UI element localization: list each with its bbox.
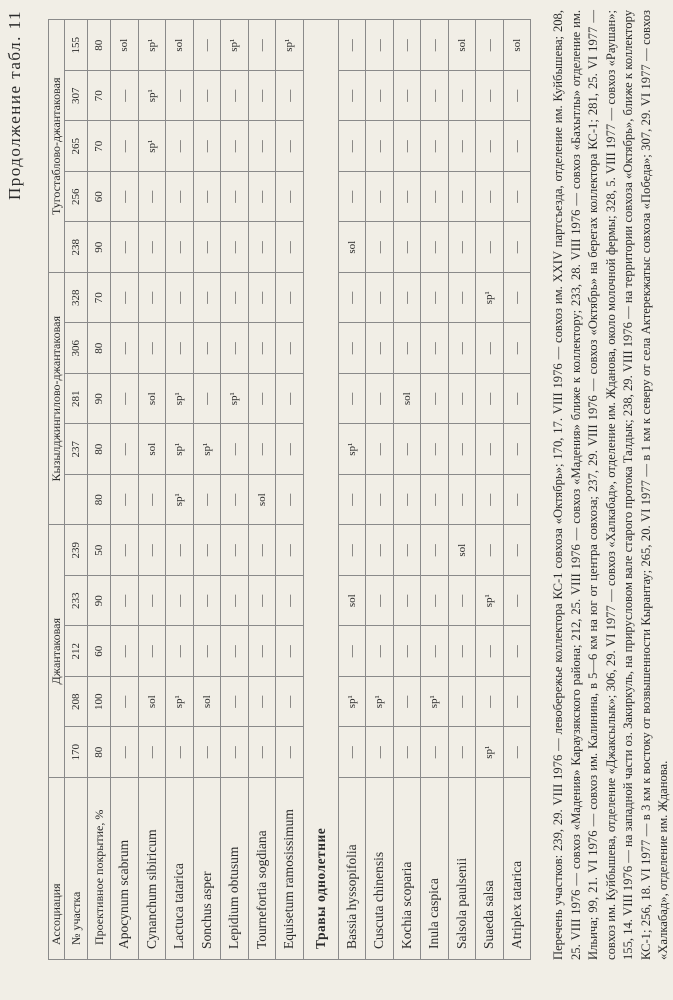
absent-dash: — <box>166 121 194 172</box>
cover-value: 70 <box>88 121 111 172</box>
absent-dash: — <box>221 172 249 223</box>
species-name: Lactuca tatarica <box>166 778 194 960</box>
absent-dash: — <box>338 172 366 223</box>
absent-dash: — <box>393 323 421 374</box>
absent-dash: — <box>248 424 276 475</box>
absent-dash: — <box>448 727 476 778</box>
abundance-value: sp¹ <box>276 20 304 71</box>
absent-dash: — <box>476 626 504 677</box>
absent-dash: — <box>476 323 504 374</box>
species-name: Sonchus asper <box>193 778 221 960</box>
absent-dash: — <box>248 677 276 728</box>
table-row <box>138 20 166 960</box>
absent-dash: — <box>366 323 394 374</box>
absent-dash: — <box>476 172 504 223</box>
absent-dash: — <box>248 374 276 425</box>
absent-dash: — <box>421 273 449 324</box>
absent-dash: — <box>276 121 304 172</box>
absent-dash: — <box>448 626 476 677</box>
absent-dash: — <box>221 222 249 273</box>
absent-dash: — <box>111 475 139 526</box>
projective-cover-header: Проективное покрытие, % <box>88 778 111 960</box>
absent-dash: — <box>221 677 249 728</box>
abundance-value: sol <box>138 374 166 425</box>
absent-dash: — <box>393 626 421 677</box>
absent-dash: — <box>193 71 221 122</box>
absent-dash: — <box>338 121 366 172</box>
absent-dash: — <box>503 424 531 475</box>
absent-dash: — <box>448 424 476 475</box>
absent-dash: — <box>366 20 394 71</box>
absent-dash: — <box>421 626 449 677</box>
plot-number: 238 <box>65 222 88 273</box>
group-header-1: Джантаковая <box>49 525 65 778</box>
absent-dash: — <box>448 222 476 273</box>
plot-number: 237 <box>65 424 88 475</box>
absent-dash: — <box>366 374 394 425</box>
absent-dash: — <box>193 323 221 374</box>
absent-dash: — <box>421 323 449 374</box>
absent-dash: — <box>393 172 421 223</box>
species-name: Suaeda salsa <box>476 778 504 960</box>
absent-dash: — <box>503 525 531 576</box>
plot-number: 170 <box>65 727 88 778</box>
table-row <box>193 20 221 960</box>
cover-value: 80 <box>88 727 111 778</box>
absent-dash: — <box>476 525 504 576</box>
table-row <box>248 20 276 960</box>
absent-dash: — <box>503 475 531 526</box>
absent-dash: — <box>193 727 221 778</box>
absent-dash: — <box>366 626 394 677</box>
absent-dash: — <box>421 525 449 576</box>
abundance-value: sp¹ <box>476 727 504 778</box>
absent-dash: — <box>221 727 249 778</box>
absent-dash: — <box>221 525 249 576</box>
absent-dash: — <box>503 374 531 425</box>
abundance-value: sp¹ <box>138 71 166 122</box>
absent-dash: — <box>221 424 249 475</box>
continuation-title: Продолжение табл. 11 <box>5 10 24 201</box>
abundance-value: sp¹ <box>338 677 366 728</box>
absent-dash: — <box>338 71 366 122</box>
abundance-value: sol <box>448 20 476 71</box>
abundance-value: sp¹ <box>221 374 249 425</box>
absent-dash: — <box>111 121 139 172</box>
absent-dash: — <box>393 71 421 122</box>
absent-dash: — <box>503 626 531 677</box>
plot-number-header: № участка <box>65 778 88 960</box>
absent-dash: — <box>221 71 249 122</box>
absent-dash: — <box>138 727 166 778</box>
table-row <box>393 20 421 960</box>
absent-dash: — <box>111 626 139 677</box>
absent-dash: — <box>166 71 194 122</box>
abundance-value: sp¹ <box>221 20 249 71</box>
absent-dash: — <box>366 727 394 778</box>
abundance-value: sp¹ <box>366 677 394 728</box>
abundance-value: sp¹ <box>193 424 221 475</box>
absent-dash: — <box>421 222 449 273</box>
absent-dash: — <box>138 323 166 374</box>
cover-value: 90 <box>88 222 111 273</box>
absent-dash: — <box>193 525 221 576</box>
absent-dash: — <box>193 172 221 223</box>
absent-dash: — <box>366 71 394 122</box>
absent-dash: — <box>393 424 421 475</box>
absent-dash: — <box>503 323 531 374</box>
absent-dash: — <box>138 273 166 324</box>
absent-dash: — <box>248 525 276 576</box>
absent-dash: — <box>448 374 476 425</box>
table-row <box>276 20 304 960</box>
absent-dash: — <box>503 576 531 627</box>
cover-value: 90 <box>88 576 111 627</box>
cover-value: 70 <box>88 273 111 324</box>
absent-dash: — <box>166 576 194 627</box>
absent-dash: — <box>393 525 421 576</box>
absent-dash: — <box>276 323 304 374</box>
absent-dash: — <box>111 273 139 324</box>
abundance-value: sp¹ <box>338 424 366 475</box>
absent-dash: — <box>393 576 421 627</box>
plot-number <box>65 475 88 526</box>
absent-dash: — <box>276 374 304 425</box>
cover-value: 90 <box>88 374 111 425</box>
absent-dash: — <box>338 727 366 778</box>
cover-value: 80 <box>88 20 111 71</box>
absent-dash: — <box>138 576 166 627</box>
absent-dash: — <box>393 475 421 526</box>
absent-dash: — <box>421 20 449 71</box>
cover-value: 60 <box>88 172 111 223</box>
absent-dash: — <box>421 121 449 172</box>
absent-dash: — <box>166 727 194 778</box>
absent-dash: — <box>276 71 304 122</box>
absent-dash: — <box>111 525 139 576</box>
table-row <box>366 20 394 960</box>
absent-dash: — <box>338 323 366 374</box>
absent-dash: — <box>248 626 276 677</box>
absent-dash: — <box>476 222 504 273</box>
absent-dash: — <box>366 121 394 172</box>
absent-dash: — <box>366 172 394 223</box>
absent-dash: — <box>366 475 394 526</box>
absent-dash: — <box>393 20 421 71</box>
abundance-value: sp¹ <box>476 273 504 324</box>
absent-dash: — <box>276 626 304 677</box>
absent-dash: — <box>421 424 449 475</box>
absent-dash: — <box>366 273 394 324</box>
species-name: Cynanchum sibiricum <box>138 778 166 960</box>
abundance-value: sp¹ <box>476 576 504 627</box>
absent-dash: — <box>476 424 504 475</box>
table-row <box>338 20 366 960</box>
absent-dash: — <box>338 20 366 71</box>
absent-dash: — <box>476 374 504 425</box>
plot-number: 208 <box>65 677 88 728</box>
absent-dash: — <box>276 677 304 728</box>
abundance-value: sol <box>338 576 366 627</box>
absent-dash: — <box>503 71 531 122</box>
absent-dash: — <box>248 727 276 778</box>
absent-dash: — <box>248 273 276 324</box>
abundance-value: sp¹ <box>138 121 166 172</box>
absent-dash: — <box>111 576 139 627</box>
absent-dash: — <box>111 323 139 374</box>
absent-dash: — <box>448 273 476 324</box>
plot-number: 307 <box>65 71 88 122</box>
abundance-value: sol <box>448 525 476 576</box>
plot-number: 306 <box>65 323 88 374</box>
absent-dash: — <box>476 677 504 728</box>
plot-number: 212 <box>65 626 88 677</box>
cover-value: 50 <box>88 525 111 576</box>
absent-dash: — <box>138 222 166 273</box>
plot-number: 239 <box>65 525 88 576</box>
absent-dash: — <box>248 20 276 71</box>
absent-dash: — <box>276 727 304 778</box>
footnote: Перечень участков: 239, 29. VIII 1976 — левобережье коллектора КС-1 совхоза «Октябрь»; 170, 17. VIII 1976 — совхоз им. XXIV партсъезда, отделение им. Куйбышева; 208, 25. VIII 1976 — совхоз «Мадения» Караузякского района; 212, 25. VIII 1976 — совхоз «Мадения» ближе к коллектору; 233, 28. VIII 1976 — совхоз «Бахытлы» отделение им. Ильича; 99, 21. VI 1976 — совхоз им. Калинина, в 5—6 км на юг от центра совхоза; 237, 29. VIII 1976 — совхоз «Октябрь» на берегах коллектора КС-1; 281, 25. VI 1977 — совхоз им. Куйбышева, отделение «Джаксылык»; 306, 29. VI 1977 — совхоз «Халкабад», отделение им. Жданова, около молочной фермы; 328, 5. VIII 1977 — совхоз «Раушан»; 155, 14. VIII 1976 — на западной части оз. Закиркуль, на прирусловом вале старого протока Талдык; 238, 29. VIII 1976 — на территории совхоза «Октябрь», ближе к коллектору КС-1; 256, 18. VI 1977 — в 3 км к востоку от возвышенности Кырантау; 265, 20. VI 1977 — в 1 км к северу от села Актерекжатыс совхоза «Победа»; 307, 29. VI 1977 — совхоз «Халкабад», отделение им. Жданова. <box>551 10 670 960</box>
absent-dash: — <box>138 626 166 677</box>
abundance-value: sol <box>248 475 276 526</box>
table-row <box>421 20 449 960</box>
species-name: Equisetum ramosissimum <box>276 778 304 960</box>
abundance-value: sol <box>503 20 531 71</box>
species-name: Cuscuta chinensis <box>366 778 394 960</box>
absent-dash: — <box>193 273 221 324</box>
absent-dash: — <box>421 71 449 122</box>
absent-dash: — <box>421 727 449 778</box>
absent-dash: — <box>503 273 531 324</box>
absent-dash: — <box>503 172 531 223</box>
absent-dash: — <box>366 222 394 273</box>
absent-dash: — <box>448 323 476 374</box>
absent-dash: — <box>393 222 421 273</box>
absent-dash: — <box>221 323 249 374</box>
absent-dash: — <box>338 273 366 324</box>
absent-dash: — <box>448 121 476 172</box>
absent-dash: — <box>276 273 304 324</box>
cover-value: 80 <box>88 475 111 526</box>
absent-dash: — <box>221 576 249 627</box>
absent-dash: — <box>393 273 421 324</box>
plot-number: 281 <box>65 374 88 425</box>
absent-dash: — <box>138 525 166 576</box>
absent-dash: — <box>193 576 221 627</box>
cover-value: 100 <box>88 677 111 728</box>
cover-value: 80 <box>88 323 111 374</box>
absent-dash: — <box>111 677 139 728</box>
table-row <box>111 20 139 960</box>
abundance-value: sol <box>193 677 221 728</box>
absent-dash: — <box>221 626 249 677</box>
absent-dash: — <box>421 576 449 627</box>
absent-dash: — <box>476 475 504 526</box>
absent-dash: — <box>448 576 476 627</box>
vegetation-table <box>48 20 531 961</box>
absent-dash: — <box>111 71 139 122</box>
absent-dash: — <box>138 475 166 526</box>
absent-dash: — <box>476 71 504 122</box>
absent-dash: — <box>338 475 366 526</box>
plot-number: 328 <box>65 273 88 324</box>
table-row <box>166 20 194 960</box>
absent-dash: — <box>366 424 394 475</box>
absent-dash: — <box>276 222 304 273</box>
plot-number: 233 <box>65 576 88 627</box>
absent-dash: — <box>248 222 276 273</box>
absent-dash: — <box>193 20 221 71</box>
absent-dash: — <box>193 374 221 425</box>
projective-cover-row <box>88 20 111 960</box>
absent-dash: — <box>193 626 221 677</box>
absent-dash: — <box>221 475 249 526</box>
plot-number: 265 <box>65 121 88 172</box>
species-name: Salsola paulsenii <box>448 778 476 960</box>
absent-dash: — <box>111 727 139 778</box>
absent-dash: — <box>503 222 531 273</box>
abundance-value: sp¹ <box>166 424 194 475</box>
absent-dash: — <box>276 525 304 576</box>
absent-dash: — <box>338 374 366 425</box>
cover-value: 60 <box>88 626 111 677</box>
plot-number: 155 <box>65 20 88 71</box>
absent-dash: — <box>166 323 194 374</box>
absent-dash: — <box>448 71 476 122</box>
absent-dash: — <box>276 576 304 627</box>
absent-dash: — <box>448 172 476 223</box>
absent-dash: — <box>166 626 194 677</box>
species-name: Bassia hyssopifolia <box>338 778 366 960</box>
absent-dash: — <box>276 424 304 475</box>
species-name: Lepidium obtusum <box>221 778 249 960</box>
absent-dash: — <box>193 475 221 526</box>
abundance-value: sol <box>338 222 366 273</box>
species-name: Tournefortia sogdiana <box>248 778 276 960</box>
abundance-value: sp¹ <box>138 20 166 71</box>
absent-dash: — <box>421 475 449 526</box>
table-row <box>221 20 249 960</box>
cover-value: 70 <box>88 71 111 122</box>
group-header-row <box>49 20 65 960</box>
abundance-value: sp¹ <box>421 677 449 728</box>
group-header-3: Тугостаблово-джантаковая <box>49 20 65 273</box>
absent-dash: — <box>476 121 504 172</box>
abundance-value: sol <box>138 677 166 728</box>
absent-dash: — <box>366 525 394 576</box>
abundance-value: sp¹ <box>166 374 194 425</box>
absent-dash: — <box>166 273 194 324</box>
abundance-value: sol <box>111 20 139 71</box>
absent-dash: — <box>393 727 421 778</box>
absent-dash: — <box>448 475 476 526</box>
absent-dash: — <box>248 323 276 374</box>
absent-dash: — <box>221 273 249 324</box>
absent-dash: — <box>448 677 476 728</box>
plot-number-row <box>65 20 88 960</box>
absent-dash: — <box>338 525 366 576</box>
absent-dash: — <box>276 475 304 526</box>
absent-dash: — <box>111 172 139 223</box>
absent-dash: — <box>393 121 421 172</box>
absent-dash: — <box>111 222 139 273</box>
absent-dash: — <box>248 71 276 122</box>
species-name: Kochia scoparia <box>393 778 421 960</box>
absent-dash: — <box>138 172 166 223</box>
absent-dash: — <box>221 121 249 172</box>
absent-dash: — <box>421 172 449 223</box>
abundance-value: sp¹ <box>166 475 194 526</box>
cover-value: 80 <box>88 424 111 475</box>
section-header-row <box>303 20 338 960</box>
species-name: Apocynum scabrum <box>111 778 139 960</box>
table-row <box>476 20 504 960</box>
table-row <box>503 20 531 960</box>
plot-number: 256 <box>65 172 88 223</box>
absent-dash: — <box>166 222 194 273</box>
section-header: Травы однолетние <box>303 20 338 960</box>
abundance-value: sol <box>166 20 194 71</box>
absent-dash: — <box>503 727 531 778</box>
absent-dash: — <box>338 626 366 677</box>
abundance-value: sol <box>393 374 421 425</box>
group-header-2: Кызылджингилово-джантаковая <box>49 273 65 526</box>
abundance-value: sp¹ <box>166 677 194 728</box>
absent-dash: — <box>248 172 276 223</box>
absent-dash: — <box>276 172 304 223</box>
absent-dash: — <box>366 576 394 627</box>
abundance-value: sol <box>138 424 166 475</box>
absent-dash: — <box>393 677 421 728</box>
absent-dash: — <box>248 121 276 172</box>
absent-dash: — <box>421 374 449 425</box>
absent-dash: — <box>503 677 531 728</box>
table-row <box>448 20 476 960</box>
absent-dash: — <box>166 525 194 576</box>
absent-dash: — <box>193 222 221 273</box>
association-header: Ассоциация <box>49 778 65 960</box>
species-name: Atriplex tatarica <box>503 778 531 960</box>
absent-dash: — <box>111 424 139 475</box>
absent-dash: — <box>503 121 531 172</box>
absent-dash: — <box>476 20 504 71</box>
absent-dash: — <box>111 374 139 425</box>
absent-dash: — <box>248 576 276 627</box>
absent-dash: — <box>193 121 221 172</box>
absent-dash: — <box>166 172 194 223</box>
species-name: Inula caspica <box>421 778 449 960</box>
